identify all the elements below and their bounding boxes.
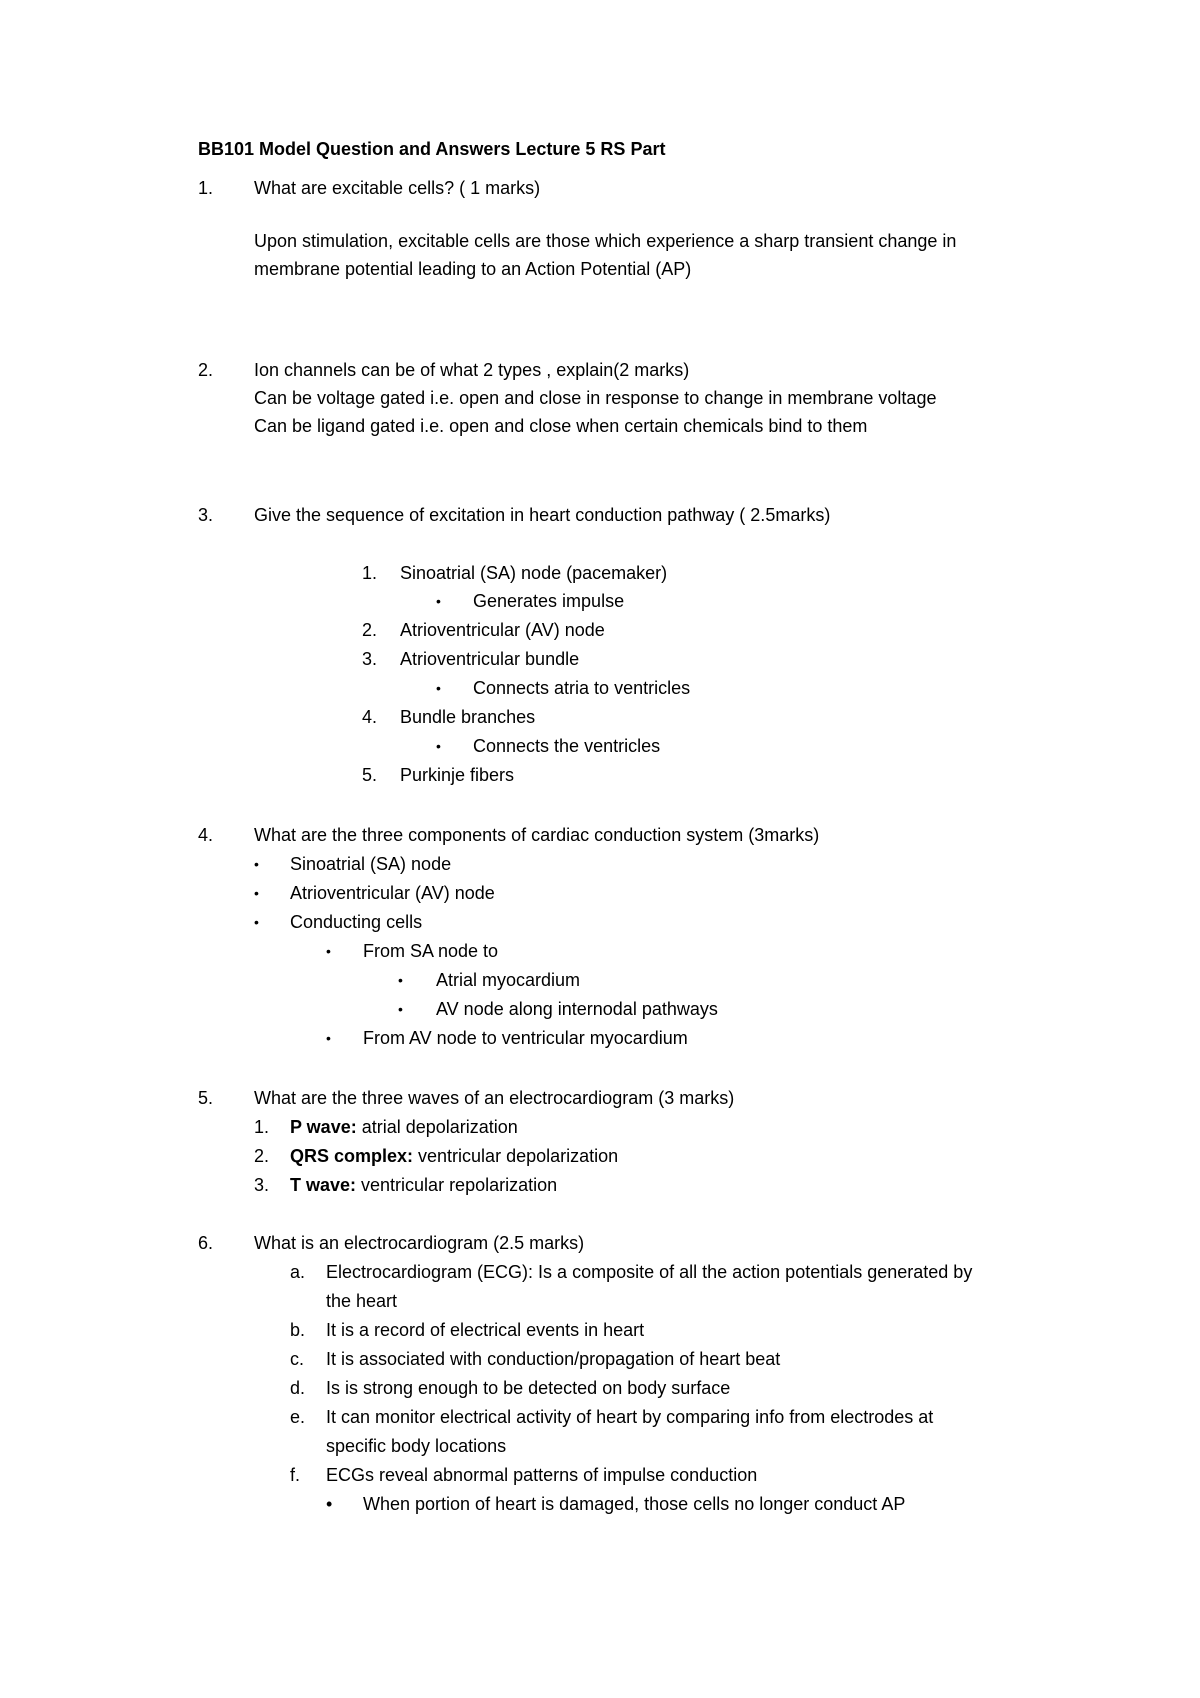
q5-item-text: ventricular repolarization xyxy=(356,1175,558,1195)
q3-item-number: 1. xyxy=(362,563,378,583)
q3-sub-bullet: Connects the ventricles xyxy=(473,736,661,756)
q6-item-letter: a. xyxy=(290,1262,306,1282)
q3-question: Give the sequence of excitation in heart conduction pathway ( 2.5marks) xyxy=(254,505,831,525)
q6-question: What is an electrocardiogram (2.5 marks) xyxy=(254,1233,585,1253)
q3-item-number: 5. xyxy=(362,765,378,785)
q4-item: Atrioventricular (AV) node xyxy=(290,883,495,903)
q6-item-letter: c. xyxy=(290,1349,305,1369)
q1-question: What are excitable cells? ( 1 marks) xyxy=(254,178,541,198)
q4-number: 4. xyxy=(198,825,214,845)
q3-item-text: Bundle branches xyxy=(400,707,536,727)
q5-item xyxy=(290,1143,618,1169)
bullet-icon: • xyxy=(326,1494,333,1514)
q1-answer-line-1: Upon stimulation, excitable cells are those which experience a sharp transient change in xyxy=(254,231,957,251)
q5-item-text: ventricular depolarization xyxy=(413,1146,619,1166)
q5-item-text: atrial depolarization xyxy=(356,1117,518,1137)
q3-item-number: 2. xyxy=(362,620,378,640)
q1-answer-line-2: membrane potential leading to an Action Potential (AP) xyxy=(254,259,692,279)
q4-sub-sub-item: Atrial myocardium xyxy=(436,970,581,990)
q6-item-letter: f. xyxy=(290,1465,301,1485)
bullet-icon: • xyxy=(436,680,441,696)
q5-item-number: 1. xyxy=(254,1117,270,1137)
q3-number: 3. xyxy=(198,505,214,525)
q6-item-line-1: It is associated with conduction/propagation of heart beat xyxy=(326,1349,781,1369)
q5-item xyxy=(290,1114,518,1140)
bullet-icon: • xyxy=(398,972,403,988)
q3-sub-bullet: Connects atria to ventricles xyxy=(473,678,691,698)
q5-item-term: T wave: xyxy=(290,1175,357,1195)
q6-item-line-1: Is is strong enough to be detected on body surface xyxy=(326,1378,731,1398)
q6-number: 6. xyxy=(198,1233,214,1253)
q5-number: 5. xyxy=(198,1088,214,1108)
bullet-icon: • xyxy=(254,914,259,930)
q4-sub-item: From AV node to ventricular myocardium xyxy=(363,1028,688,1048)
q3-item-number: 3. xyxy=(362,649,378,669)
q6-item-line-1: It is a record of electrical events in heart xyxy=(326,1320,645,1340)
q3-item-text: Atrioventricular bundle xyxy=(400,649,580,669)
q5-item-term: P wave: xyxy=(290,1117,357,1137)
q3-item-text: Purkinje fibers xyxy=(400,765,515,785)
bullet-icon: • xyxy=(254,885,259,901)
document-title: BB101 Model Question and Answers Lecture 5 RS Part xyxy=(198,139,666,159)
q5-question: What are the three waves of an electrocardiogram (3 marks) xyxy=(254,1088,735,1108)
q3-item-number: 4. xyxy=(362,707,378,727)
q2-question: Ion channels can be of what 2 types , explain(2 marks) xyxy=(254,360,690,380)
q4-sub-item: From SA node to xyxy=(363,941,499,961)
bullet-icon: • xyxy=(436,738,441,754)
q6-item-line-1: ECGs reveal abnormal patterns of impulse conduction xyxy=(326,1465,758,1485)
q2-answer-line-2: Can be ligand gated i.e. open and close when certain chemicals bind to them xyxy=(254,416,868,436)
bullet-icon: • xyxy=(254,856,259,872)
q6-item-line-2: specific body locations xyxy=(326,1436,507,1456)
q3-item-text: Sinoatrial (SA) node (pacemaker) xyxy=(400,563,668,583)
q4-sub-sub-item: AV node along internodal pathways xyxy=(436,999,718,1019)
q5-item xyxy=(290,1172,557,1198)
q6-item-letter: d. xyxy=(290,1378,306,1398)
q3-sub-bullet: Generates impulse xyxy=(473,591,625,611)
q4-item: Conducting cells xyxy=(290,912,423,932)
q4-item: Sinoatrial (SA) node xyxy=(290,854,452,874)
q2-number: 2. xyxy=(198,360,214,380)
q6-sub-bullet: When portion of heart is damaged, those cells no longer conduct AP xyxy=(363,1494,906,1514)
q5-item-term: QRS complex: xyxy=(290,1146,414,1166)
bullet-icon: • xyxy=(326,1030,331,1046)
q5-item-number: 2. xyxy=(254,1146,270,1166)
q2-answer-line-1: Can be voltage gated i.e. open and close in response to change in membrane voltage xyxy=(254,388,937,408)
q6-item-line-2: the heart xyxy=(326,1291,398,1311)
bullet-icon: • xyxy=(436,593,441,609)
q6-item-letter: e. xyxy=(290,1407,306,1427)
q5-item-number: 3. xyxy=(254,1175,270,1195)
q3-item-text: Atrioventricular (AV) node xyxy=(400,620,605,640)
bullet-icon: • xyxy=(398,1001,403,1017)
q4-question: What are the three components of cardiac conduction system (3marks) xyxy=(254,825,820,845)
q1-number: 1. xyxy=(198,178,214,198)
bullet-icon: • xyxy=(326,943,331,959)
q6-item-letter: b. xyxy=(290,1320,306,1340)
q6-item-line-1: It can monitor electrical activity of heart by comparing info from electrodes at xyxy=(326,1407,934,1427)
q6-item-line-1: Electrocardiogram (ECG): Is a composite of all the action potentials generated by xyxy=(326,1262,973,1282)
